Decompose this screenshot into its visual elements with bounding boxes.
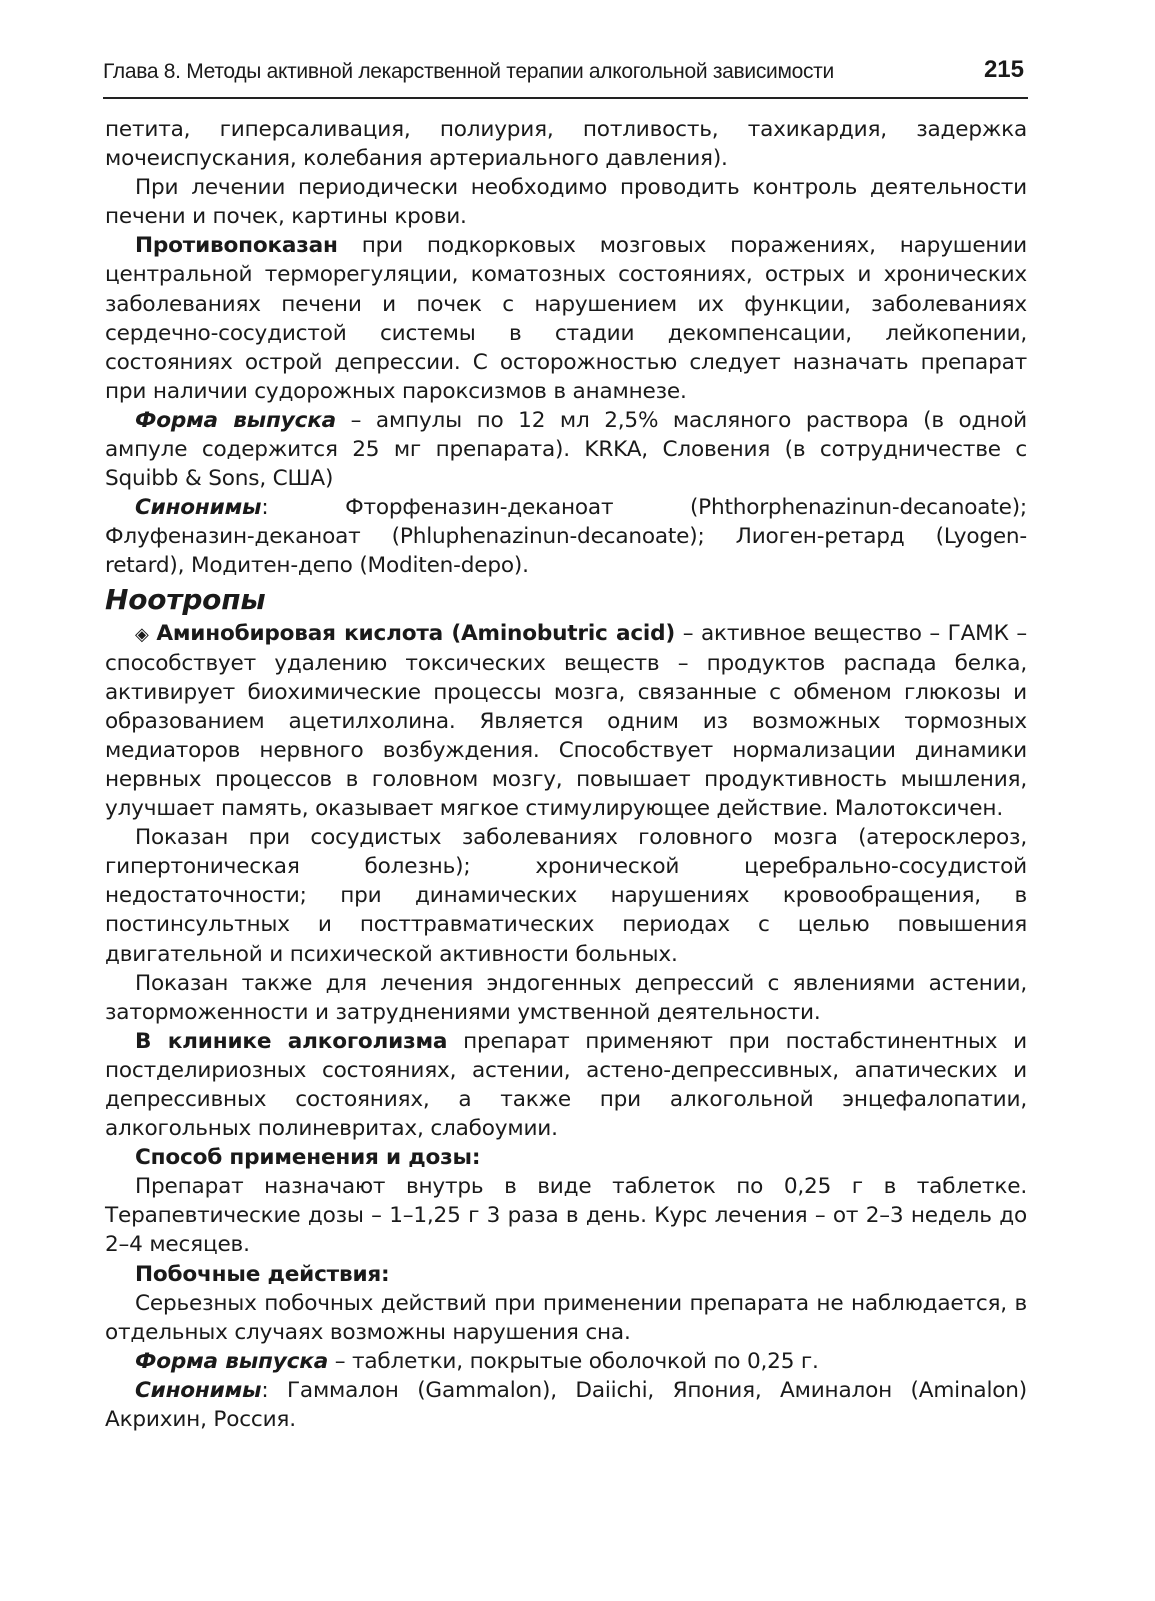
section-heading: Ноотропы <box>105 582 266 616</box>
paragraph: Показан при сосудистых заболеваниях головного мозга (атеросклероз, гипертоническая болезнь); хронической церебрально-сосудистой недостаточности; при динамических нарушениях кровообращения, в постинсультных и посттравматических периодах с целью повышения двигательной и психической активности больных. <box>105 825 1027 967</box>
paragraph: ◈ Аминобировая кислота (Aminobutric acid) – активное вещество – ГАМК – способствует удалению токсических веществ – продуктов распада белка, активирует биохимические процессы мозга, связанные с обменом глюкозы и образованием ацетилхолина. Является одним из возможных тормозных медиаторов нервного возбуждения. Способствует нормализации динамики нервных процессов в головном мозгу, повышает продуктивность мышления, улучшает память, оказывает мягкое стимулирующее действие. Малотоксичен. <box>105 620 1027 822</box>
paragraph: При лечении периодически необходимо проводить контроль деятельности печени и почек, картины крови. <box>105 175 1027 230</box>
contraindication-label: Противопоказан <box>135 233 338 259</box>
paragraph: В клинике алкоголизма препарат применяют при постабстинентных и постделириозных состояниях, астении, астено-депрессивных, апатических и депрессивных состояниях, а также при алкогольной энцефалопатии, алкогольных полиневритах, слабоумии. <box>105 1028 1027 1142</box>
release-form-label: Форма выпуска <box>135 407 337 433</box>
diamond-bullet-icon: ◈ <box>135 623 149 645</box>
body-text <box>105 115 1027 1434</box>
paragraph: Форма выпуска – ампулы по 12 мл 2,5% масляного раствора (в одной ампуле содержится 25 мг препарата). KRKA, Словения (в сотрудничестве с Squibb & Sons, США) <box>105 407 1028 492</box>
synonyms-label: Синонимы <box>135 1377 262 1403</box>
paragraph: Противопоказан при подкорковых мозговых поражениях, нарушении центральной терморегуляции, коматозных состояниях, острых и хронических заболеваниях печени и почек с нарушением их функции, заболеваниях сердечно-сосудистой системы в стадии декомпенсации, лейкопении, состояниях острой депрессии. С осторожностью следует назначать препарат при наличии судорожных пароксизмов в анамнезе. <box>105 233 1027 404</box>
clinic-label: В клинике алкоголизма <box>135 1028 448 1054</box>
page-number: 215 <box>983 56 1024 83</box>
subheading-method: Способ применения и дозы: <box>135 1145 481 1171</box>
chapter-title: Глава 8. Методы активной лекарственной терапии алкогольной зависимости <box>103 60 834 83</box>
synonyms-label: Синонимы <box>135 495 262 521</box>
paragraph: Форма выпуска – таблетки, покрытые оболочкой по 0,25 г. <box>135 1348 819 1374</box>
drug-name: Аминобировая кислота (Aminobutric acid) <box>156 620 676 646</box>
paragraph: Серьезных побочных действий при применении препарата не наблюдается, в отдельных случаях возможны нарушения сна. <box>105 1290 1027 1345</box>
running-header <box>103 56 1028 96</box>
paragraph: Синонимы: Гаммалон (Gammalon), Daiichi, Япония, Аминалон (Aminalon) Акрихин, Россия. <box>105 1377 1027 1433</box>
paragraph: Синонимы: Фторфеназин-деканоат (Phthorphenazinun-decanoate); Флуфеназин-деканоат (Phluphenazinun-decanoate); Лиоген-ретард (Lyogen-retard), Модитен-депо (Moditen-depo). <box>105 495 1027 579</box>
paragraph: Показан также для лечения эндогенных депрессий с явлениями астении, заторможенности и затруднениями умственной деятельности. <box>105 970 1027 1025</box>
release-form-label: Форма выпуска <box>135 1348 329 1374</box>
paragraph: петита, гиперсаливация, полиурия, потливость, тахикардия, задержка мочеиспускания, колебания артериального давления). <box>105 117 1027 172</box>
paragraph: Препарат назначают внутрь в виде таблеток по 0,25 г в таблетке. Терапевтические дозы – 1–1,25 г 3 раза в день. Курс лечения – от 2–3 недель до 2–4 месяцев. <box>105 1174 1027 1258</box>
subheading-side-effects: Побочные действия: <box>135 1261 390 1287</box>
header-rule <box>103 97 1028 99</box>
